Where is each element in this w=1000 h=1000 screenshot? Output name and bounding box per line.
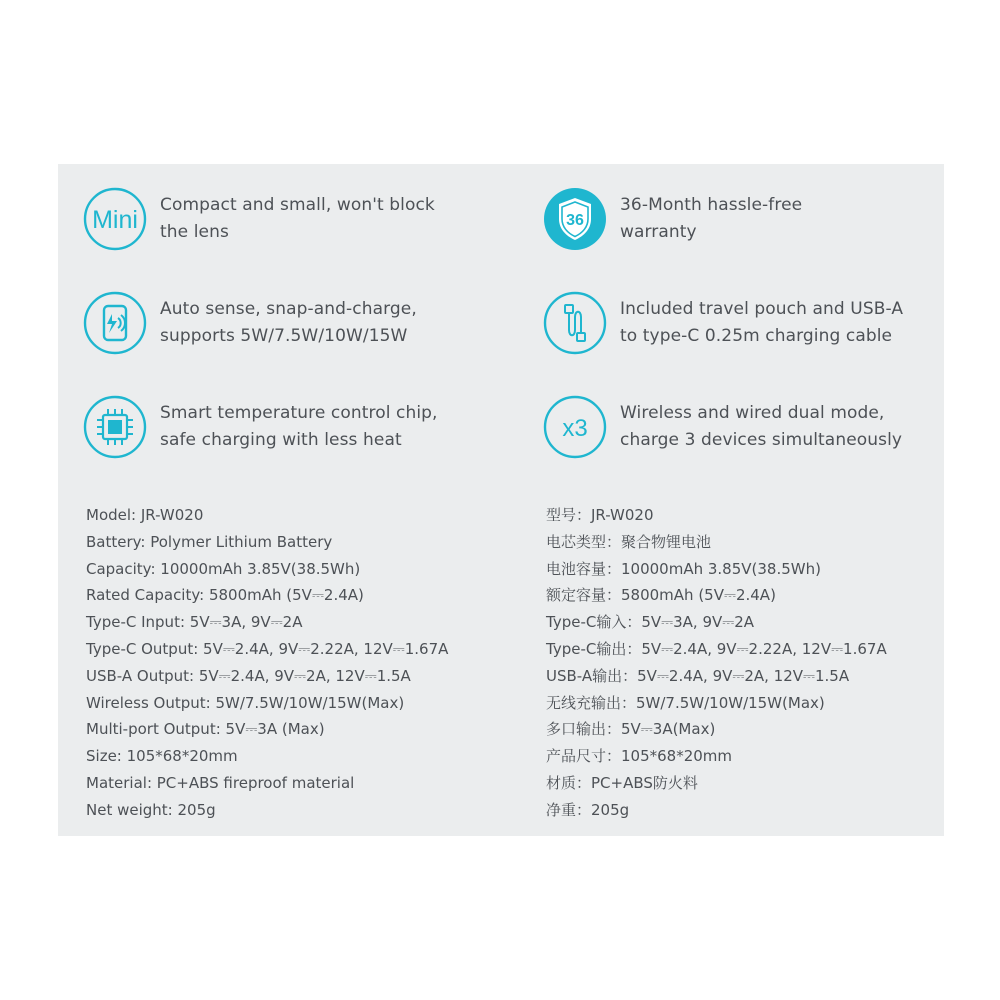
spec-net-weight: Net weight: 205g bbox=[86, 800, 216, 819]
spec-wireless-output: Wireless Output: 5W/7.5W/10W/15W(Max) bbox=[86, 693, 405, 712]
feature-line: Wireless and wired dual mode, bbox=[620, 403, 885, 423]
spec-wireless-output: 无线充输出：5W/7.5W/10W/15W(Max) bbox=[546, 693, 825, 712]
spec-material: 材质：PC+ABS防火料 bbox=[546, 773, 698, 792]
warranty-shield-icon bbox=[542, 186, 608, 252]
spec-rated-capacity: Rated Capacity: 5800mAh (5V⎓2.4A) bbox=[86, 586, 364, 605]
feature-warranty bbox=[542, 186, 802, 252]
spec-list-english bbox=[86, 502, 448, 824]
feature-line: charge 3 devices simultaneously bbox=[620, 430, 903, 450]
feature-line: to type-C 0.25m charging cable bbox=[620, 326, 893, 346]
spec-capacity: 电池容量：10000mAh 3.85V(38.5Wh) bbox=[546, 559, 821, 578]
spec-rated-capacity: 额定容量：5800mAh (5V⎓2.4A) bbox=[546, 586, 776, 605]
feature-line: safe charging with less heat bbox=[160, 430, 402, 450]
spec-model: 型号：JR-W020 bbox=[546, 506, 654, 524]
feature-text bbox=[160, 296, 417, 350]
svg-text:Mini: Mini bbox=[92, 206, 138, 234]
feature-line: Auto sense, snap-and-charge, bbox=[160, 299, 417, 319]
spec-size: 产品尺寸：105*68*20mm bbox=[546, 747, 733, 766]
feature-text bbox=[160, 192, 435, 246]
spec-net-weight: 净重：205g bbox=[546, 800, 630, 819]
spec-model: Model: JR-W020 bbox=[86, 506, 204, 524]
spec-usb-a-output: USB-A输出：5V⎓2.4A, 9V⎓2A, 12V⎓1.5A bbox=[546, 666, 850, 685]
feature-line: supports 5W/7.5W/10W/15W bbox=[160, 326, 408, 346]
spec-type-c-output: Type-C输出：5V⎓2.4A, 9V⎓2.22A, 12V⎓1.67A bbox=[546, 639, 887, 658]
spec-battery: Battery: Polymer Lithium Battery bbox=[86, 532, 333, 551]
spec-card bbox=[58, 164, 944, 836]
svg-text:x3: x3 bbox=[562, 415, 588, 442]
spec-usb-a-output: USB-A Output: 5V⎓2.4A, 9V⎓2A, 12V⎓1.5A bbox=[86, 666, 411, 685]
feature-dual-mode bbox=[542, 394, 902, 460]
feature-text bbox=[620, 296, 903, 350]
svg-text:36: 36 bbox=[566, 212, 584, 229]
spec-type-c-input: Type-C输入：5V⎓3A, 9V⎓2A bbox=[546, 613, 755, 632]
feature-compact bbox=[82, 186, 435, 252]
spec-material: Material: PC+ABS fireproof material bbox=[86, 773, 355, 792]
feature-line: 36-Month hassle-free bbox=[620, 195, 803, 215]
feature-temperature-chip bbox=[82, 394, 438, 460]
cable-icon bbox=[542, 290, 608, 356]
spec-list-chinese bbox=[546, 502, 887, 824]
feature-line: Smart temperature control chip, bbox=[160, 403, 438, 423]
feature-wireless-charging bbox=[82, 290, 417, 356]
spec-multi-port-output: Multi-port Output: 5V⎓3A (Max) bbox=[86, 720, 325, 739]
feature-text bbox=[160, 400, 438, 454]
x3-icon bbox=[542, 394, 608, 460]
feature-line: Compact and small, won't block bbox=[160, 195, 435, 215]
chip-icon bbox=[82, 394, 148, 460]
feature-cable bbox=[542, 290, 903, 356]
spec-capacity: Capacity: 10000mAh 3.85V(38.5Wh) bbox=[86, 559, 361, 578]
wireless-charging-phone-icon bbox=[82, 290, 148, 356]
spec-multi-port-output: 多口输出：5V⎓3A(Max) bbox=[546, 720, 716, 739]
mini-icon bbox=[82, 186, 148, 252]
feature-line: the lens bbox=[160, 222, 229, 242]
spec-type-c-output: Type-C Output: 5V⎓2.4A, 9V⎓2.22A, 12V⎓1.67A bbox=[86, 639, 449, 658]
feature-line: Included travel pouch and USB-A bbox=[620, 299, 904, 319]
feature-text bbox=[620, 192, 802, 246]
spec-size: Size: 105*68*20mm bbox=[86, 747, 238, 766]
spec-type-c-input: Type-C Input: 5V⎓3A, 9V⎓2A bbox=[86, 613, 303, 632]
feature-line: warranty bbox=[620, 222, 697, 242]
spec-battery: 电芯类型：聚合物锂电池 bbox=[546, 532, 712, 551]
feature-text bbox=[620, 400, 902, 454]
